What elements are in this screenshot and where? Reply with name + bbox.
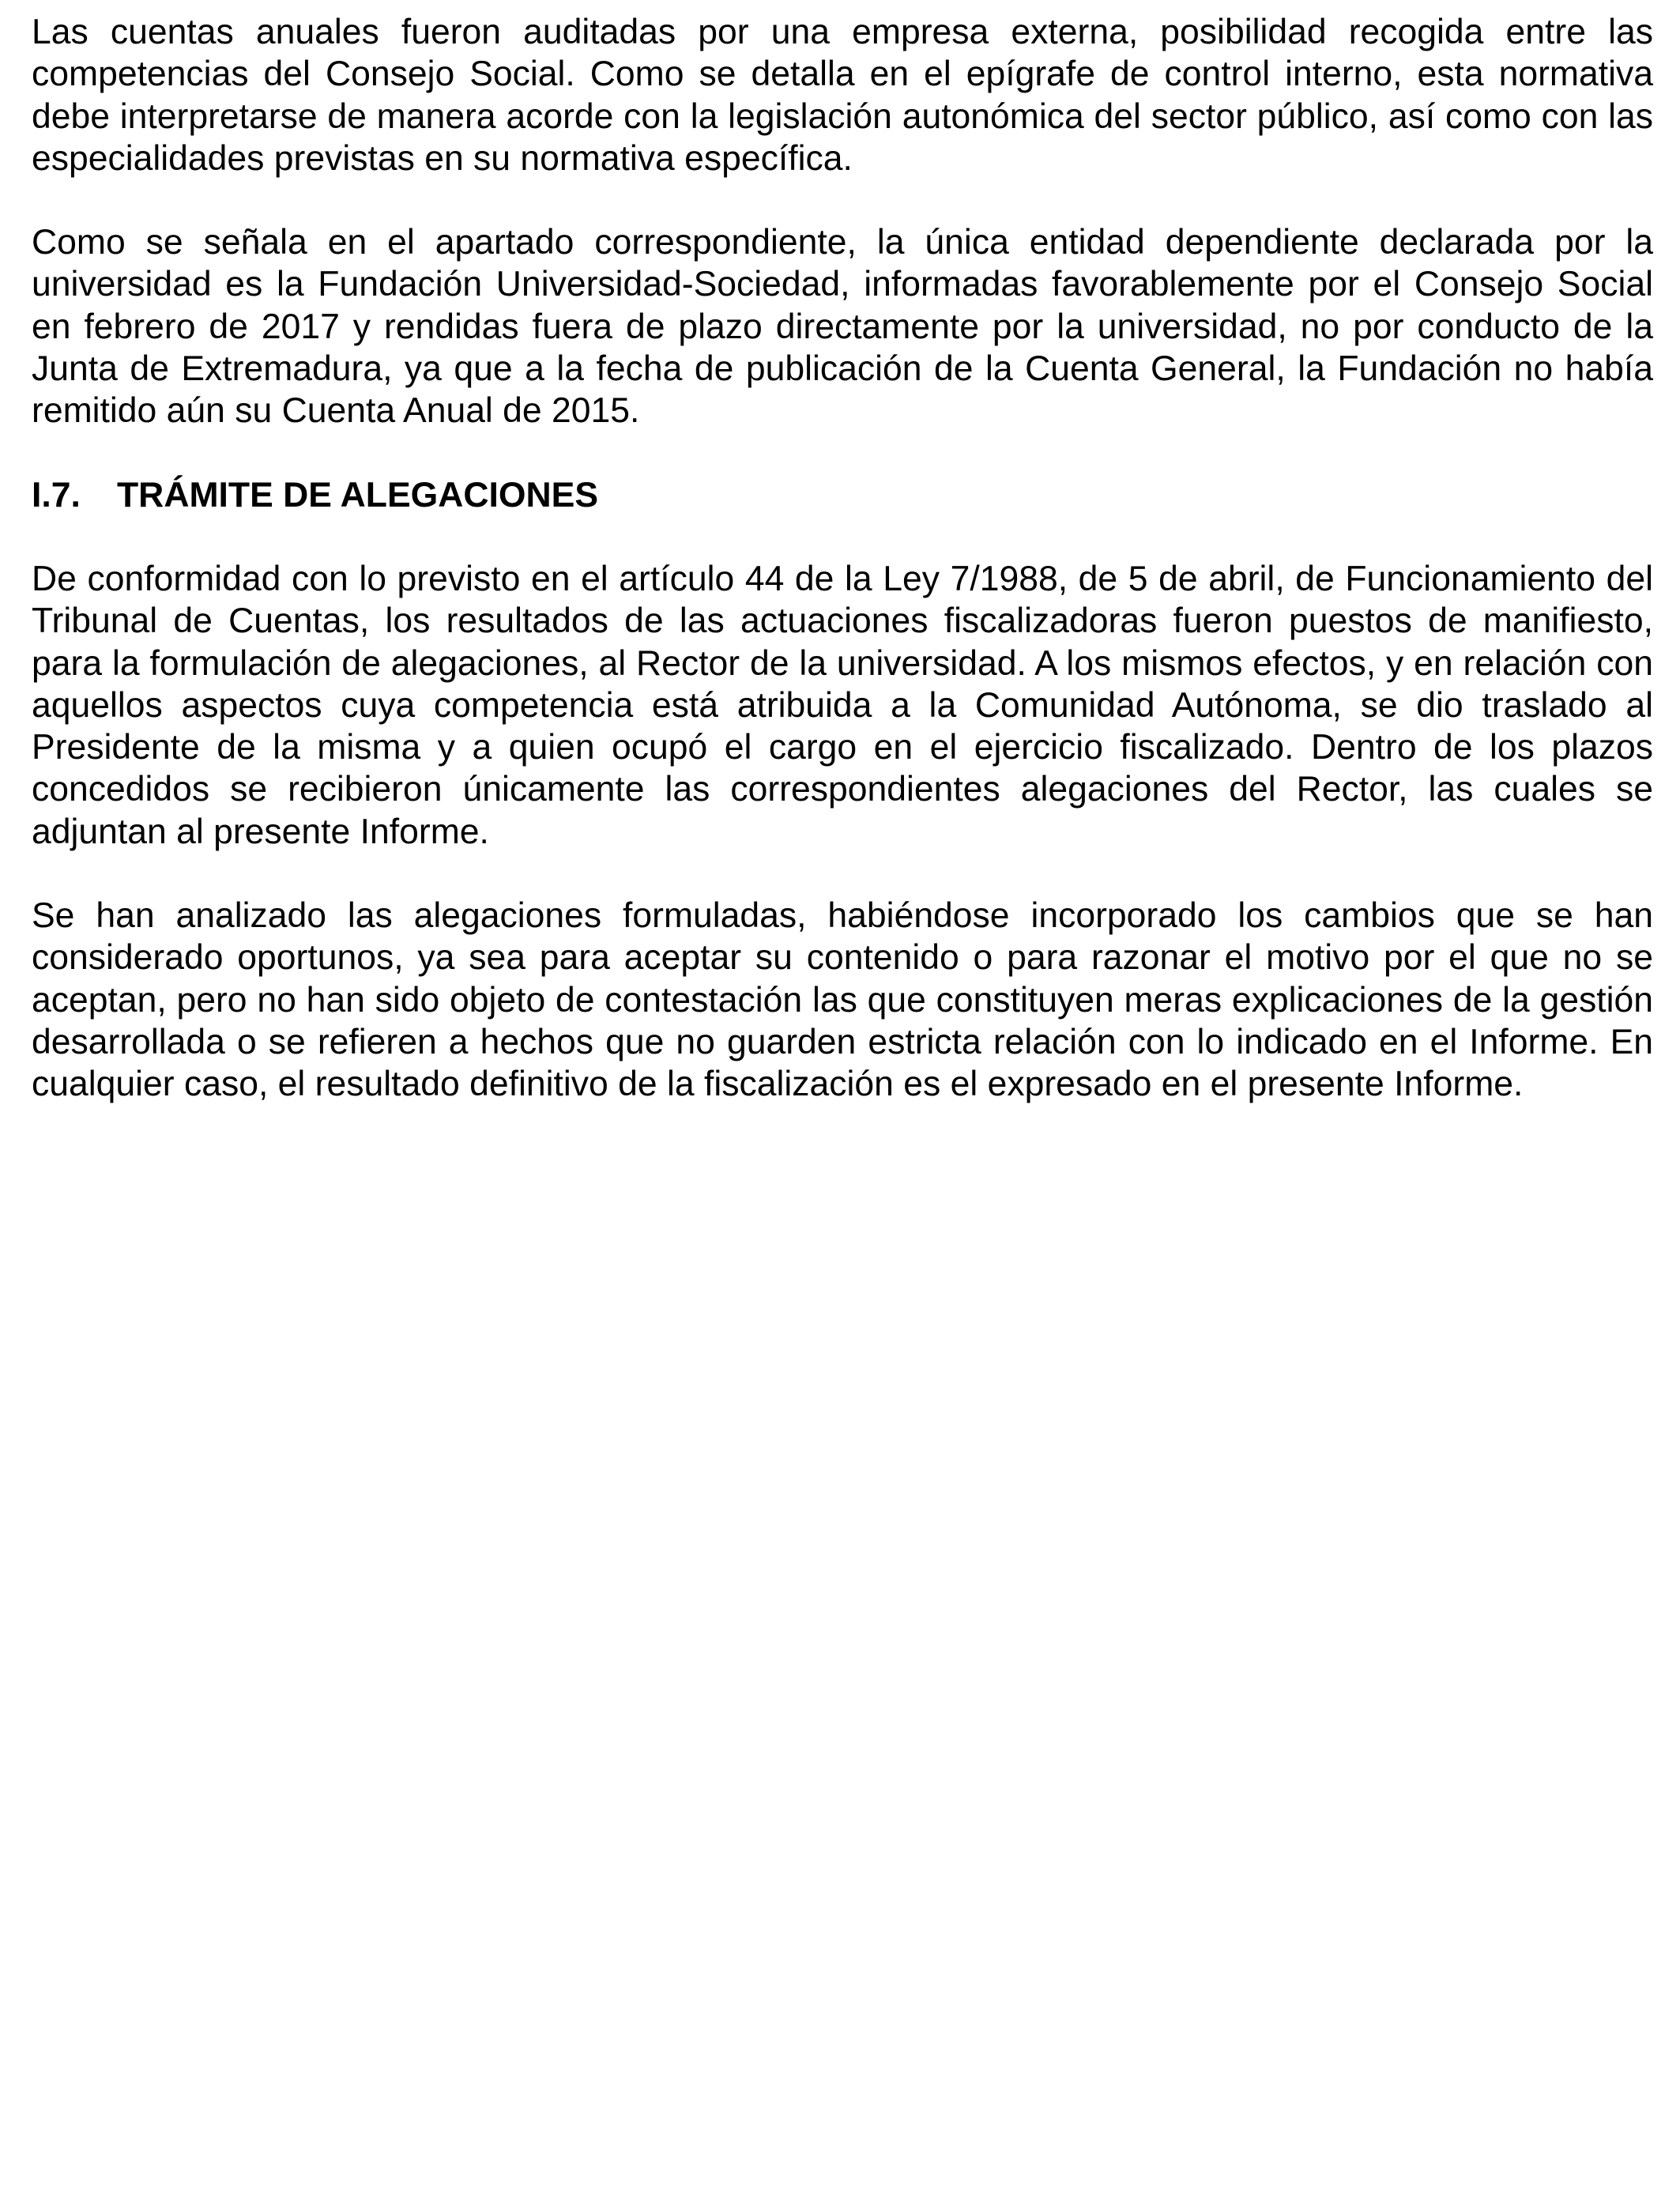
section-title: TRÁMITE DE ALEGACIONES [117,475,599,515]
document-page [32,11,1653,1106]
paragraph-spacer [32,432,1653,474]
paragraph-cuentas-anuales: Las cuentas anuales fueron auditadas por una empresa externa, posibilidad recogida entre las competencias del Consejo Social. Como se detalla en el epígrafe de control interno, esta normativa debe interpretarse de manera acorde con la legislación autonómica del sector público, así como con las especialidades previstas en su normativa específica. [32,13,1653,178]
paragraph-conformidad: De conformidad con lo previsto en el artículo 44 de la Ley 7/1988, de 5 de abril, de Funcionamiento del Tribunal de Cuentas, los resultados de las actuaciones fiscalizadoras fueron puestos de manifiesto, para la formulación de alegaciones, al Rector de la universidad. A los mismos efectos, y en relación con aquellos aspectos cuya competencia está atribuida a la Comunidad Autónoma, se dio traslado al Presidente de la misma y a quien ocupó el cargo en el ejercicio fiscalizado. Dentro de los plazos concedidos se recibieron únicamente las correspondientes alegaciones del Rector, las cuales se adjuntan al presente Informe. [32,559,1653,851]
paragraph-spacer [32,853,1653,895]
paragraph-spacer [32,516,1653,558]
paragraph-entidad-dependiente: Como se señala en el apartado correspondiente, la única entidad dependiente declarada por la universidad es la Fundación Universidad-Sociedad, informadas favorablemente por el Consejo Social en febrero de 2017 y rendidas fuera de plazo directamente por la universidad, no por conducto de la Junta de Extremadura, ya que a la fecha de publicación de la Cuenta General, la Fundación no había remitido aún su Cuenta Anual de 2015. [32,223,1653,431]
section-number: I.7. [32,475,81,515]
section-heading [32,474,1653,516]
paragraph-spacer [32,179,1653,221]
paragraph-analisis-alegaciones: Se han analizado las alegaciones formuladas, habiéndose incorporado los cambios que se han considerado oportunos, ya sea para aceptar su contenido o para razonar el motivo por el que no se aceptan, pero no han sido objeto de contestación las que constituyen meras explicaciones de la gestión desarrollada o se refieren a hechos que no guarden estricta relación con lo indicado en el Informe. En cualquier caso, el resultado definitivo de la fiscalización es el expresado en el presente Informe. [32,896,1653,1104]
